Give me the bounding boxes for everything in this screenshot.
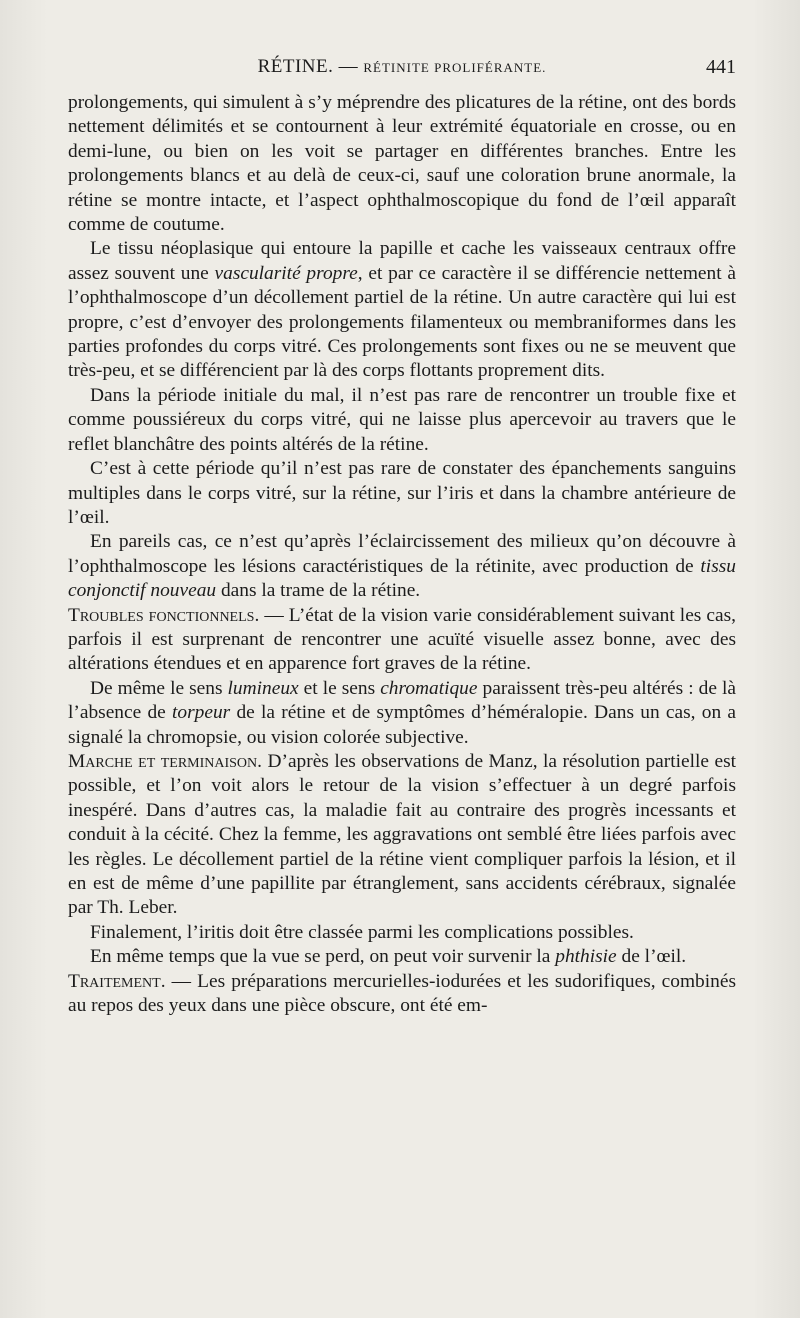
section-heading-traitement: Traitement. <box>68 970 166 992</box>
page-number: 441 <box>706 56 736 78</box>
paragraph-10 <box>68 945 736 969</box>
section-heading-troubles: Troubles fonctionnels. <box>68 604 260 626</box>
paragraph-5-italic: tissu conjonctif nouveau <box>68 555 736 602</box>
paragraph-6-text: — L’état de la vision varie considérablement suivant les cas, parfois il est surprenant de rencontrer une acuïté visuelle assez bonne, avec des altérations étendues et en apparence fort graves de la rétine. <box>68 604 736 675</box>
paragraph-2-text-b: , et par ce caractère il se différencie nettement à l’ophthalmoscope d’un décollement partiel de la rétine. Un autre caractère qui lui est propre, c’est d’envoyer des prolongements filamenteux ou membraniformes dans les parties profondes du corps vitré. Ces prolongements sont fixes ou ne se meuvent que très-peu, et se différencient par là des corps flottants proprement dits. <box>68 262 736 382</box>
paragraph-1: prolongements, qui simulent à s’y méprendre des plicatures de la rétine, ont des bords nettement délimités et se contournent à leur extrémité équatoriale en crosse, ou en demi-lune, ou bien on les voit se partager en différentes branches. Entre les prolongements blancs et au delà de ceux-ci, sauf une coloration brune anormale, la rétine se montre intacte, et l’aspect ophthalmoscopique du fond de l’œil apparaît comme de coutume. <box>68 92 736 236</box>
paragraph-2-text-a: Le tissu néoplasique qui entoure la papille et cache les vaisseaux centraux offre assez souvent une <box>68 238 736 284</box>
header-title-left: RÉTINE. — <box>257 56 359 77</box>
paragraph-6 <box>68 604 736 677</box>
paragraph-5 <box>68 530 736 603</box>
paragraph-4: C’est à cette période qu’il n’est pas rare de constater des épanchements sanguins multiples dans le corps vitré, sur la rétine, sur l’iris et dans la chambre antérieure de l’œil. <box>68 458 736 528</box>
paragraph-7-text-d: de la rétine et de symptômes d’héméralopie. Dans un cas, on a signalé la chromopsie, ou vision colorée subjective. <box>68 702 736 748</box>
paragraph-7-italic-2: chromatique <box>380 677 478 699</box>
paragraph-9: Finalement, l’iritis doit être classée parmi les complications possibles. <box>90 921 634 943</box>
paragraph-8-text: D’après les observations de Manz, la résolution partielle est possible, et l’on voit alors le retour de la vision s’effectuer à un degré parfois inespéré. Dans d’autres cas, la maladie fait au contraire des progrès incessants et conduit à la cécité. Chez la femme, les aggravations ont semblé être liées parfois avec les règles. Le décollement partiel de la rétine vient compliquer parfois la lésion, et il en est de même d’une papillite par étranglement, sans accidents cérébraux, signalée par Th. Leber. <box>68 750 736 919</box>
paragraph-7 <box>68 677 736 750</box>
paragraph-11-text: — Les préparations mercurielles-iodurées et les sudorifiques, combinés au repos des yeux dans une pièce obscure, ont été em- <box>68 970 736 1017</box>
body-text <box>68 91 736 1018</box>
paragraph-3: Dans la période initiale du mal, il n’est pas rare de rencontrer un trouble fixe et comme poussiéreux du corps vitré, qui ne laisse plus apercevoir au travers que le reflet blanchâtre des points altérés de la rétine. <box>68 384 736 455</box>
paragraph-10-text-a: En même temps que la vue se perd, on peut voir survenir la <box>90 946 551 968</box>
paragraph-11 <box>68 970 736 1019</box>
paragraph-2-italic: vascularité propre <box>214 262 358 284</box>
paragraph-7-text-c: paraissent très-peu altérés : de là l’absence de <box>68 677 736 724</box>
paragraph-7-text-b: et le sens <box>303 677 376 699</box>
section-heading-marche: Marche et terminaison. <box>68 750 263 772</box>
paragraph-5-text-b: dans la trame de la rétine. <box>220 580 421 602</box>
header-title <box>68 56 736 78</box>
paragraph-5-text-a: En pareils cas, ce n’est qu’après l’éclaircissement des milieux qu’on découvre à l’ophthalmoscope les lésions caractéristiques de la rétinite, avec production de <box>68 531 736 577</box>
paragraph-7-text-a: De même le sens <box>90 677 223 699</box>
header-title-right: RÉTINITE PROLIFÉRANTE. <box>363 60 547 75</box>
running-header <box>68 56 736 84</box>
paragraph-10-text-b: de l’œil. <box>621 946 687 968</box>
paragraph-8 <box>68 750 736 921</box>
paragraph-7-italic-3: torpeur <box>172 702 231 724</box>
paragraph-2 <box>68 237 736 383</box>
paragraph-10-italic: phthisie <box>555 946 617 968</box>
paragraph-7-italic-1: lumineux <box>227 677 299 699</box>
